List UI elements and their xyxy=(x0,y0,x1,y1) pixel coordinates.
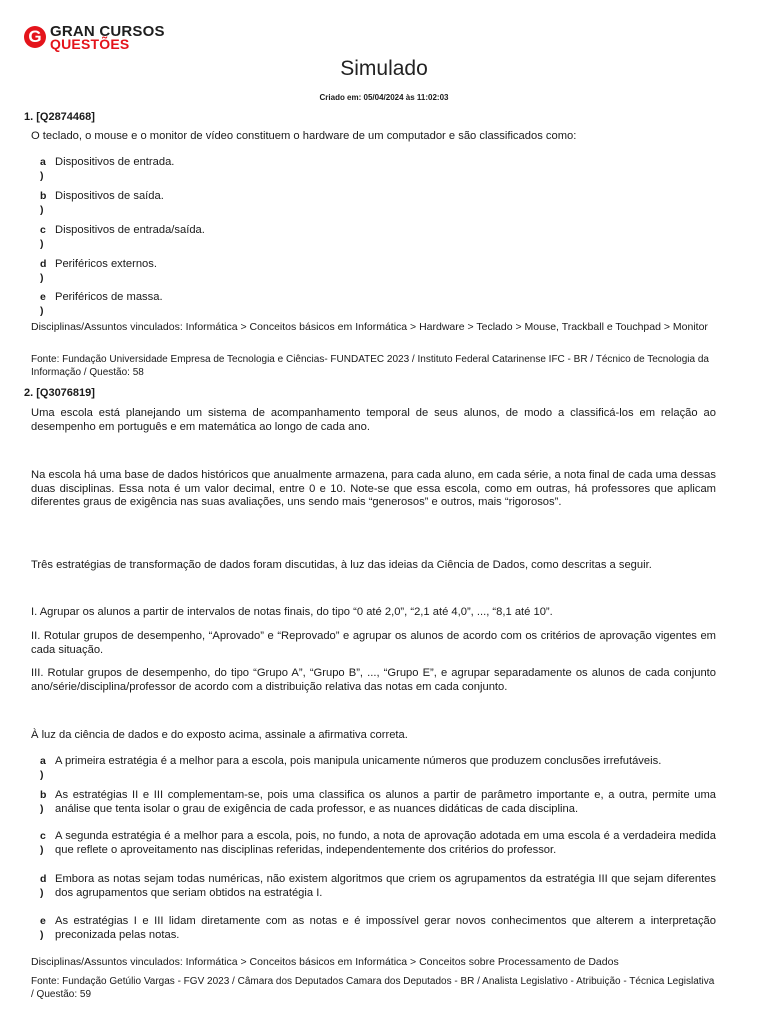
option-letter: e xyxy=(40,915,46,927)
option-text: A segunda estratégia é a melhor para a escola, pois, no fundo, a nota de aprovação adotada em uma escola é a verdadeira medida que reflete o aproveitamento nas disciplinas referidas, independentemente dos critérios do professor. xyxy=(55,830,716,856)
option-paren: ) xyxy=(40,768,44,781)
option-paren: ) xyxy=(40,271,44,284)
option-text: Periféricos externos. xyxy=(55,258,157,270)
option-paren: ) xyxy=(40,802,44,815)
option-letter: b xyxy=(40,190,47,202)
option-paren: ) xyxy=(40,237,44,250)
option-letter: a xyxy=(40,755,46,767)
question-2-paragraph-2: Na escola há uma base de dados históricos que anualmente armazena, para cada aluno, em cada série, a nota final de cada uma dessas duas disciplinas. Essa nota é um valor decimal, entre 0 e 10. Note-se que essa escola, como em outras, há professores que aplicam diferentes graus de exigência nas suas avaliações, uns sendo mais “generosos” e outros, mais “rigorosos”. xyxy=(31,469,716,509)
option-text: A primeira estratégia é a melhor para a escola, pois manipula unicamente números que produzem conclusões irrefutáveis. xyxy=(55,755,662,767)
question-1-label: 1. [Q2874468] xyxy=(24,111,95,123)
option-letter: a xyxy=(40,156,46,168)
option-paren: ) xyxy=(40,169,44,182)
logo-text-line1: GRAN CURSOS xyxy=(50,23,165,40)
question-2-subjects: Disciplinas/Assuntos vinculados: Informática > Conceitos básicos em Informática > Conceitos sobre Processamento de Dados xyxy=(31,956,619,968)
option-paren: ) xyxy=(40,886,44,899)
option-text: Dispositivos de saída. xyxy=(55,190,164,202)
option-text: As estratégias I e III lidam diretamente com as notas e é impossível gerar novos conhecimentos que alterem a interpretação preconizada pelas notas. xyxy=(55,915,716,941)
option-paren: ) xyxy=(40,928,44,941)
option-letter: d xyxy=(40,258,47,270)
question-2-paragraph-1: Uma escola está planejando um sistema de acompanhamento temporal de seus alunos, de modo a classificá-los em relação ao desempenho em português e em matemática ao longo de cada ano. xyxy=(31,407,716,433)
question-2-paragraph-5: II. Rotular grupos de desempenho, “Aprovado” e “Reprovado” e agrupar os alunos de acordo com os critérios de aprovação vigentes em cada situação. xyxy=(31,630,716,656)
question-1-source: Fonte: Fundação Universidade Empresa de Tecnologia e Ciências- FUNDATEC 2023 / Instituto Federal Catarinense IFC - BR / Técnico de Tecnologia da Informação / Questão: 58 xyxy=(31,354,709,378)
option-text: Periféricos de massa. xyxy=(55,291,163,303)
brand-logo xyxy=(24,22,184,56)
question-1-statement: O teclado, o mouse e o monitor de vídeo constituem o hardware de um computador e são classificados como: xyxy=(31,130,577,142)
option-letter: c xyxy=(40,224,46,236)
question-2-source: Fonte: Fundação Getúlio Vargas - FGV 2023 / Câmara dos Deputados Camara dos Deputados - BR / Analista Legislativo - Atribuição - Técnica Legislativa / Questão: 59 xyxy=(31,976,715,1000)
question-1-subjects: Disciplinas/Assuntos vinculados: Informática > Conceitos básicos em Informática > Hardware > Teclado > Mouse, Trackball e Touchpad > Monitor xyxy=(31,321,708,333)
option-text: Dispositivos de entrada/saída. xyxy=(55,224,205,236)
option-text: Dispositivos de entrada. xyxy=(55,156,175,168)
option-letter: c xyxy=(40,830,46,842)
question-2-paragraph-4: I. Agrupar os alunos a partir de intervalos de notas finais, do tipo “0 até 2,0”, “2,1 até 4,0”, ..., “8,1 até 10”. xyxy=(31,606,553,618)
option-text: Embora as notas sejam todas numéricas, não existem algoritmos que criem os agrupamentos da estratégia III que sejam diferentes dos agrupamentos que seriam obtidos na estratégia I. xyxy=(55,873,716,899)
option-paren: ) xyxy=(40,843,44,856)
option-letter: e xyxy=(40,291,46,303)
page-title: Simulado xyxy=(340,57,428,80)
logo-text-line2: QUESTÕES xyxy=(50,36,130,52)
option-text: As estratégias II e III complementam-se, pois uma classifica os alunos a partir de parâmetro importante e, a outra, permite uma análise que tenta isolar o grau de exigência de cada professor, e as nuances didáticas de cada disciplina. xyxy=(55,789,716,815)
option-paren: ) xyxy=(40,304,44,317)
question-2-paragraph-3: Três estratégias de transformação de dados foram discutidas, à luz das ideias da Ciência de Dados, como descritas a seguir. xyxy=(31,559,652,571)
created-timestamp: Criado em: 05/04/2024 às 11:02:03 xyxy=(319,93,449,102)
logo-mark: G xyxy=(24,26,46,48)
option-paren: ) xyxy=(40,203,44,216)
option-letter: b xyxy=(40,789,47,801)
question-2-paragraph-6: III. Rotular grupos de desempenho, do tipo “Grupo A”, “Grupo B”, ..., “Grupo E”, e agrupar separadamente os alunos de cada conjunto ano/série/disciplina/professor de acordo com a distribuição relativa das notas em cada conjunto. xyxy=(31,667,716,693)
question-2-label: 2. [Q3076819] xyxy=(24,387,95,399)
question-2-paragraph-7: À luz da ciência de dados e do exposto acima, assinale a afirmativa correta. xyxy=(31,729,408,741)
option-letter: d xyxy=(40,873,47,885)
